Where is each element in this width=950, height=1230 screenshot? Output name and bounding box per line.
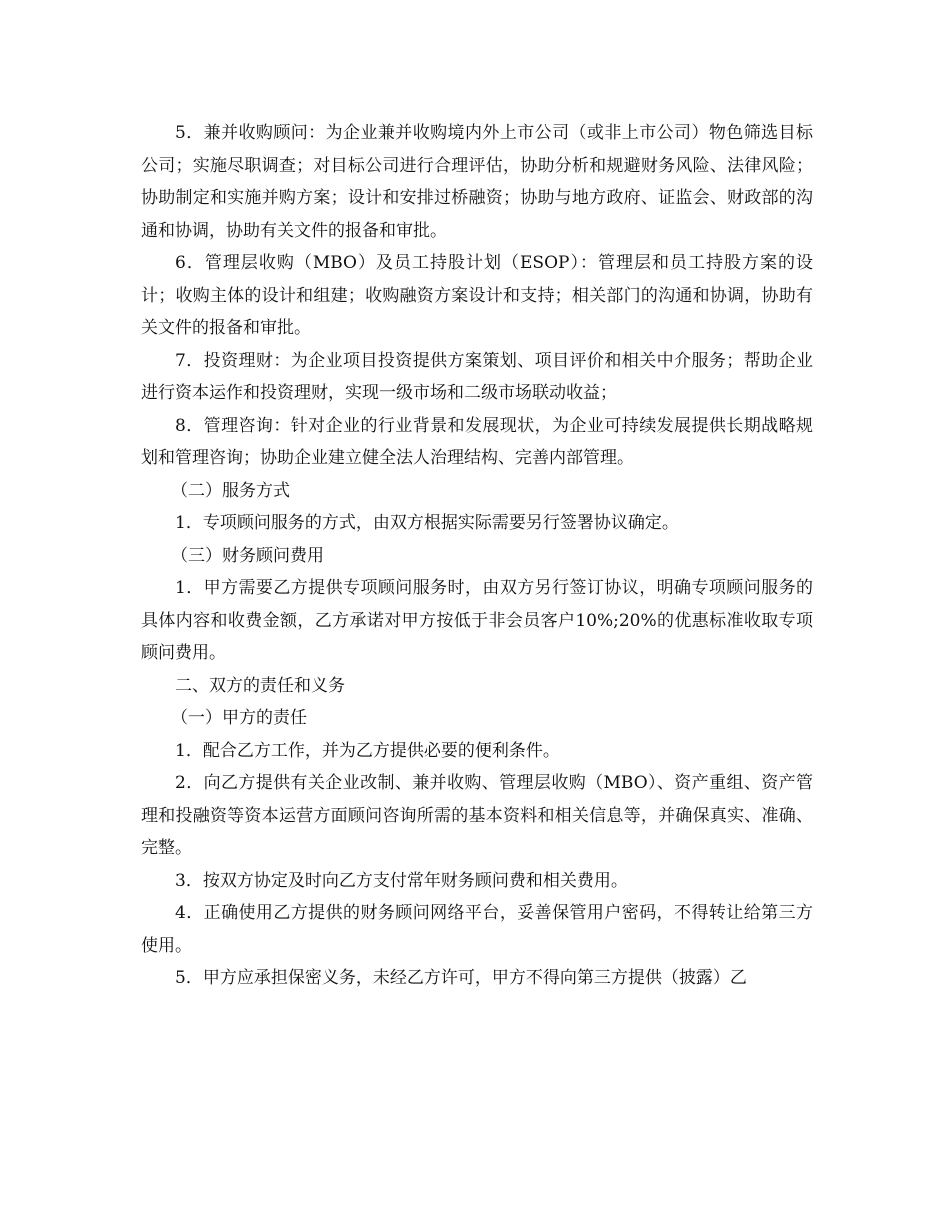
paragraph-item-6-mbo: 6．管理层收购（MBO）及员工持股计划（ESOP）：管理层和员工持股方案的设计；收购主体的设计和组建；收购融资方案设计和支持；相关部门的沟通和协调，协助有关文件的报备和审批。	[141, 253, 813, 338]
paragraph-party-a-3: 3．按双方协定及时向乙方支付常年财务顾问费和相关费用。	[175, 870, 628, 891]
paragraph-item-8-consulting: 8．管理咨询：针对企业的行业背景和发展现状，为企业可持续发展提供长期战略规划和管理咨询；协助企业建立健全法人治理结构、完善内部管理。	[141, 415, 813, 468]
paragraph-service-method-1: 1．专项顾问服务的方式，由双方根据实际需要另行签署协议确定。	[175, 513, 679, 533]
paragraph-party-a-4: 4．正确使用乙方提供的财务顾问网络平台，妥善保管用户密码，不得转让给第三方使用。	[141, 903, 813, 956]
paragraph-party-a-5: 5．甲方应承担保密义务，未经乙方许可，甲方不得向第三方提供（披露）乙	[175, 968, 747, 988]
paragraph-item-5-merger: 5．兼并收购顾问：为企业兼并收购境内外上市公司（或非上市公司）物色筛选目标公司；实施尽职调查；对目标公司进行合理评估，协助分析和规避财务风险、法律风险；协助制定和实施并购方案；设计和安排过桥融资；协助与地方政府、证监会、财政部的沟通和协调，协助有关文件的报备和审批。	[141, 123, 813, 241]
paragraph-party-a-2: 2．向乙方提供有关企业改制、兼并收购、管理层收购（MBO）、资产重组、资产管理和投融资等资本运营方面顾问咨询所需的基本资料和相关信息等，并确保真实、准确、完整。	[141, 773, 813, 858]
paragraph-item-7-investment: 7．投资理财：为企业项目投资提供方案策划、项目评价和相关中介服务；帮助企业进行资本运作和投资理财，实现一级市场和二级市场联动收益；	[141, 350, 813, 403]
paragraph-party-a-1: 1．配合乙方工作，并为乙方提供必要的便利条件。	[175, 740, 560, 761]
section-heading-party-a: （一）甲方的责任	[171, 708, 307, 728]
section-heading-responsibilities: 二、双方的责任和义务	[175, 675, 345, 696]
paragraph-fees-1: 1．甲方需要乙方提供专项顾问服务时，由双方另行签订协议，明确专项顾问服务的具体内容和收费金额，乙方承诺对甲方按低于非会员客户10%;20%的优惠标准收取专项顾问费用。	[141, 578, 813, 663]
section-heading-fees: （三）财务顾问费用	[171, 545, 324, 566]
document-page	[141, 117, 813, 995]
section-heading-service-method: （二）服务方式	[171, 480, 290, 501]
